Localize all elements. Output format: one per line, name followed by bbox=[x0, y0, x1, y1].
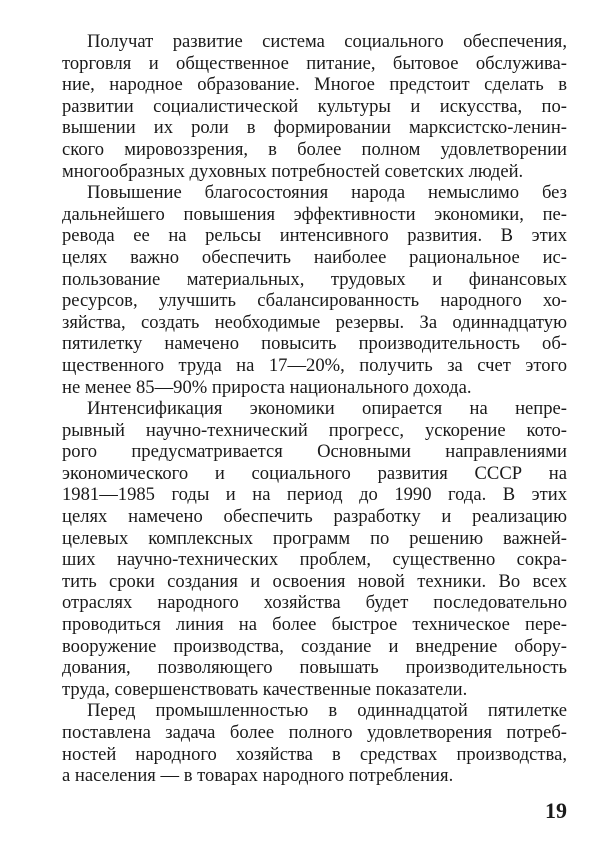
text-line: целях намечено обеспечить разработку и реализацию bbox=[62, 506, 567, 528]
text-line: торговля и общественное питание, бытовое обслужива- bbox=[62, 52, 567, 74]
text-line: дальнейшего повышения эффективности экономики, пе- bbox=[62, 203, 567, 225]
paragraph bbox=[62, 182, 567, 398]
text-line: развитии социалистической культуры и искусства, по- bbox=[62, 95, 567, 117]
text-line: пятилетку намечено повысить производительность об- bbox=[62, 333, 567, 355]
text-line: многообразных духовных потребностей советских людей. bbox=[62, 160, 524, 182]
text-line: Перед промышленностью в одиннадцатой пятилетке bbox=[87, 700, 567, 722]
text-line: экономического и социального развития СССР на bbox=[62, 462, 567, 484]
text-line: Интенсификация экономики опирается на непре- bbox=[87, 398, 567, 420]
text-line: ших научно-технических проблем, существенно сокра- bbox=[62, 549, 567, 571]
text-line: а населения — в товарах народного потребления. bbox=[62, 765, 454, 787]
text-line: 1981—1985 годы и на период до 1990 года. В этих bbox=[62, 484, 567, 506]
text-line: проводиться линия на более быстрое техническое пере- bbox=[62, 614, 567, 636]
text-line: рывный научно-технический прогресс, ускорение кото- bbox=[62, 419, 567, 441]
text-line: зяйства, создать необходимые резервы. За одиннадцатую bbox=[62, 311, 567, 333]
text-line: ние, народное образование. Многое предстоит сделать в bbox=[62, 74, 567, 96]
paragraph bbox=[62, 700, 567, 786]
text-line: щественного труда на 17—20%, получить за счет этого bbox=[62, 354, 567, 376]
text-line: целевых комплексных программ по решению важней- bbox=[62, 527, 567, 549]
text-line: поставлена задача более полного удовлетворения потреб- bbox=[62, 722, 567, 743]
text-line: не менее 85—90% прироста национального дохода. bbox=[62, 376, 472, 398]
text-line: Получат развитие система социального обеспечения, bbox=[87, 31, 567, 52]
page-body bbox=[62, 31, 567, 787]
text-line: рого предусматривается Основными направлениями bbox=[62, 441, 567, 463]
text-line: дования, позволяющего повышать производительность bbox=[62, 657, 567, 679]
text-line: Повышение благосостояния народа немыслимо без bbox=[87, 182, 567, 204]
text-line: ревода ее на рельсы интенсивного развития. В этих bbox=[62, 225, 567, 247]
text-line: ского мировоззрения, в более полном удовлетворении bbox=[62, 138, 567, 160]
text-line: ностей народного хозяйства в средствах производства, bbox=[62, 743, 567, 765]
text-line: пользование материальных, трудовых и финансовых bbox=[62, 268, 567, 290]
text-line: ресурсов, улучшить сбалансированность народного хо- bbox=[62, 290, 567, 312]
text-line: целях важно обеспечить наиболее рациональное ис- bbox=[62, 246, 567, 268]
page-number: 19 bbox=[545, 798, 567, 823]
text-line: вооружение производства, создание и внедрение обору- bbox=[62, 635, 567, 657]
paragraph bbox=[62, 398, 567, 700]
text-line: труда, совершенствовать качественные показатели. bbox=[62, 678, 468, 700]
text-line: тить сроки создания и освоения новой техники. Во всех bbox=[62, 570, 567, 592]
text-line: вышении их роли в формировании марксистско-ленин- bbox=[62, 117, 567, 139]
paragraph bbox=[62, 31, 567, 182]
text-line: отраслях народного хозяйства будет последовательно bbox=[62, 592, 567, 614]
